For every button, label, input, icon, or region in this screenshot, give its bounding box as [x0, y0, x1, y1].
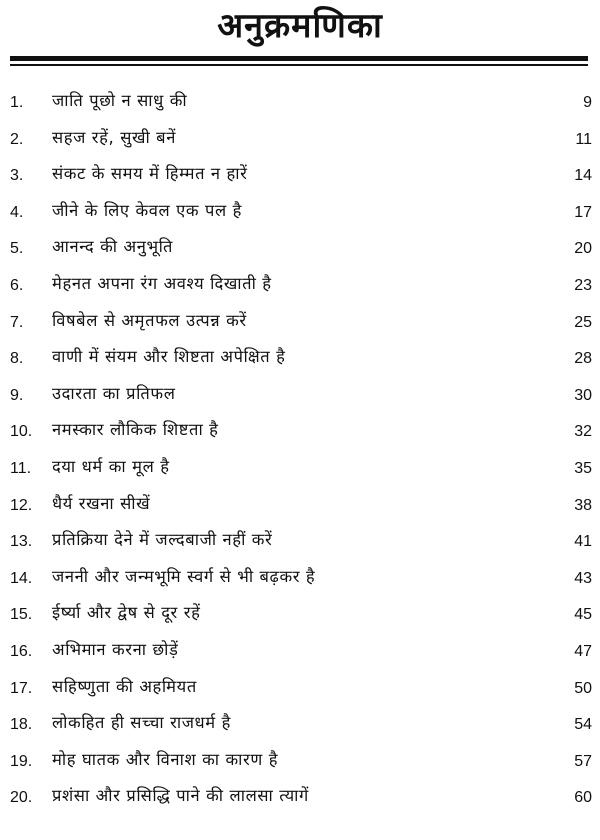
toc-entry [0, 527, 600, 564]
toc-entry-page: 38 [574, 496, 592, 514]
toc-entry-number: 11. [10, 459, 32, 477]
toc-entry [0, 491, 600, 528]
toc-entry [0, 454, 600, 491]
toc-entry-page: 50 [574, 679, 592, 697]
toc-entry-title: आनन्द की अनुभूति [52, 237, 173, 257]
page-title: अनुक्रमणिका [217, 6, 383, 46]
toc-entry-title: ईर्ष्या और द्वेष से दूर रहें [52, 603, 201, 623]
toc-entry [0, 637, 600, 674]
toc-entry-page: 28 [574, 350, 592, 368]
toc-entry-page: 54 [574, 716, 592, 734]
toc-entry [0, 674, 600, 711]
table-of-contents [0, 88, 600, 820]
toc-entry-page: 45 [574, 606, 592, 624]
toc-entry-page: 47 [574, 642, 592, 660]
toc-entry-page: 14 [574, 167, 592, 185]
toc-entry [0, 600, 600, 637]
toc-entry-number: 17. [10, 679, 33, 697]
toc-entry-page: 35 [574, 459, 592, 477]
toc-entry [0, 271, 600, 308]
toc-entry [0, 125, 600, 162]
toc-entry-title: सहज रहें, सुखी बनें [52, 127, 176, 147]
toc-entry-title: उदारता का प्रतिफल [52, 383, 176, 403]
toc-entry [0, 417, 600, 454]
toc-entry-title: प्रतिक्रिया देने में जल्दबाजी नहीं करें [52, 530, 273, 550]
toc-entry-title: धैर्य रखना सीखें [52, 493, 151, 513]
toc-entry [0, 564, 600, 601]
toc-entry-number: 2. [10, 130, 24, 148]
toc-entry-page: 41 [574, 533, 592, 551]
toc-entry-number: 7. [10, 313, 24, 331]
toc-entry-title: अभिमान करना छोड़ें [52, 639, 179, 659]
toc-entry-title: जीने के लिए केवल एक पल है [52, 200, 242, 220]
toc-entry-page: 11 [575, 130, 592, 148]
toc-entry-number: 12. [10, 496, 33, 514]
toc-entry-number: 4. [10, 203, 24, 221]
toc-entry-page: 23 [574, 276, 592, 294]
toc-entry-title: जाति पूछो न साधु की [52, 91, 188, 110]
toc-entry [0, 234, 600, 271]
toc-entry-page: 57 [574, 752, 592, 770]
toc-entry [0, 308, 600, 345]
toc-entry-title: प्रशंसा और प्रसिद्धि पाने की लालसा त्यागें [52, 786, 309, 806]
toc-entry [0, 198, 600, 235]
toc-entry [0, 381, 600, 418]
toc-entry-title: वाणी में संयम और शिष्टता अपेक्षित है [52, 347, 286, 367]
toc-entry-page: 32 [574, 423, 592, 441]
toc-entry [0, 710, 600, 747]
toc-entry-page: 20 [574, 240, 592, 258]
toc-entry-title: नमस्कार लौकिक शिष्टता है [52, 420, 219, 440]
toc-entry-number: 18. [10, 716, 33, 734]
toc-entry-number: 16. [10, 642, 33, 660]
toc-entry-title: मोह घातक और विनाश का कारण है [52, 749, 279, 769]
toc-entry-page: 60 [574, 789, 592, 807]
toc-entry-page: 30 [574, 386, 592, 404]
toc-entry-number: 13. [10, 533, 33, 551]
toc-entry-number: 10. [10, 423, 33, 441]
toc-entry-number: 6. [10, 276, 24, 294]
toc-entry [0, 783, 600, 820]
toc-entry-title: दया धर्म का मूल है [52, 456, 170, 476]
toc-entry-number: 5. [10, 240, 24, 258]
title-rule-thin [10, 64, 588, 66]
toc-entry-title: लोकहित ही सच्चा राजधर्म है [52, 713, 231, 733]
toc-entry-number: 9. [10, 386, 24, 404]
toc-entry [0, 344, 600, 381]
toc-entry-page: 25 [574, 313, 592, 331]
toc-entry-number: 19. [10, 752, 33, 770]
toc-entry-title: संकट के समय में हिम्मत न हारें [52, 164, 248, 184]
toc-entry-number: 3. [10, 167, 24, 185]
toc-entry-number: 14. [10, 569, 33, 587]
toc-entry-page: 9 [583, 94, 592, 111]
toc-entry-number: 1. [10, 94, 24, 111]
toc-entry [0, 747, 600, 784]
toc-entry-page: 17 [574, 203, 592, 221]
toc-entry-page: 43 [574, 569, 592, 587]
toc-entry [0, 88, 600, 125]
toc-entry-number: 8. [10, 350, 24, 368]
title-rule-thick [10, 56, 588, 61]
toc-entry-number: 20. [10, 789, 33, 807]
toc-entry-title: विषबेल से अमृतफल उत्पन्न करें [52, 310, 247, 330]
toc-entry-title: मेहनत अपना रंग अवश्य दिखाती है [52, 273, 272, 293]
toc-entry [0, 161, 600, 198]
toc-entry-title: सहिष्णुता की अहमियत [52, 676, 197, 696]
toc-entry-number: 15. [10, 606, 33, 624]
toc-entry-title: जननी और जन्मभूमि स्वर्ग से भी बढ़कर है [52, 566, 316, 586]
